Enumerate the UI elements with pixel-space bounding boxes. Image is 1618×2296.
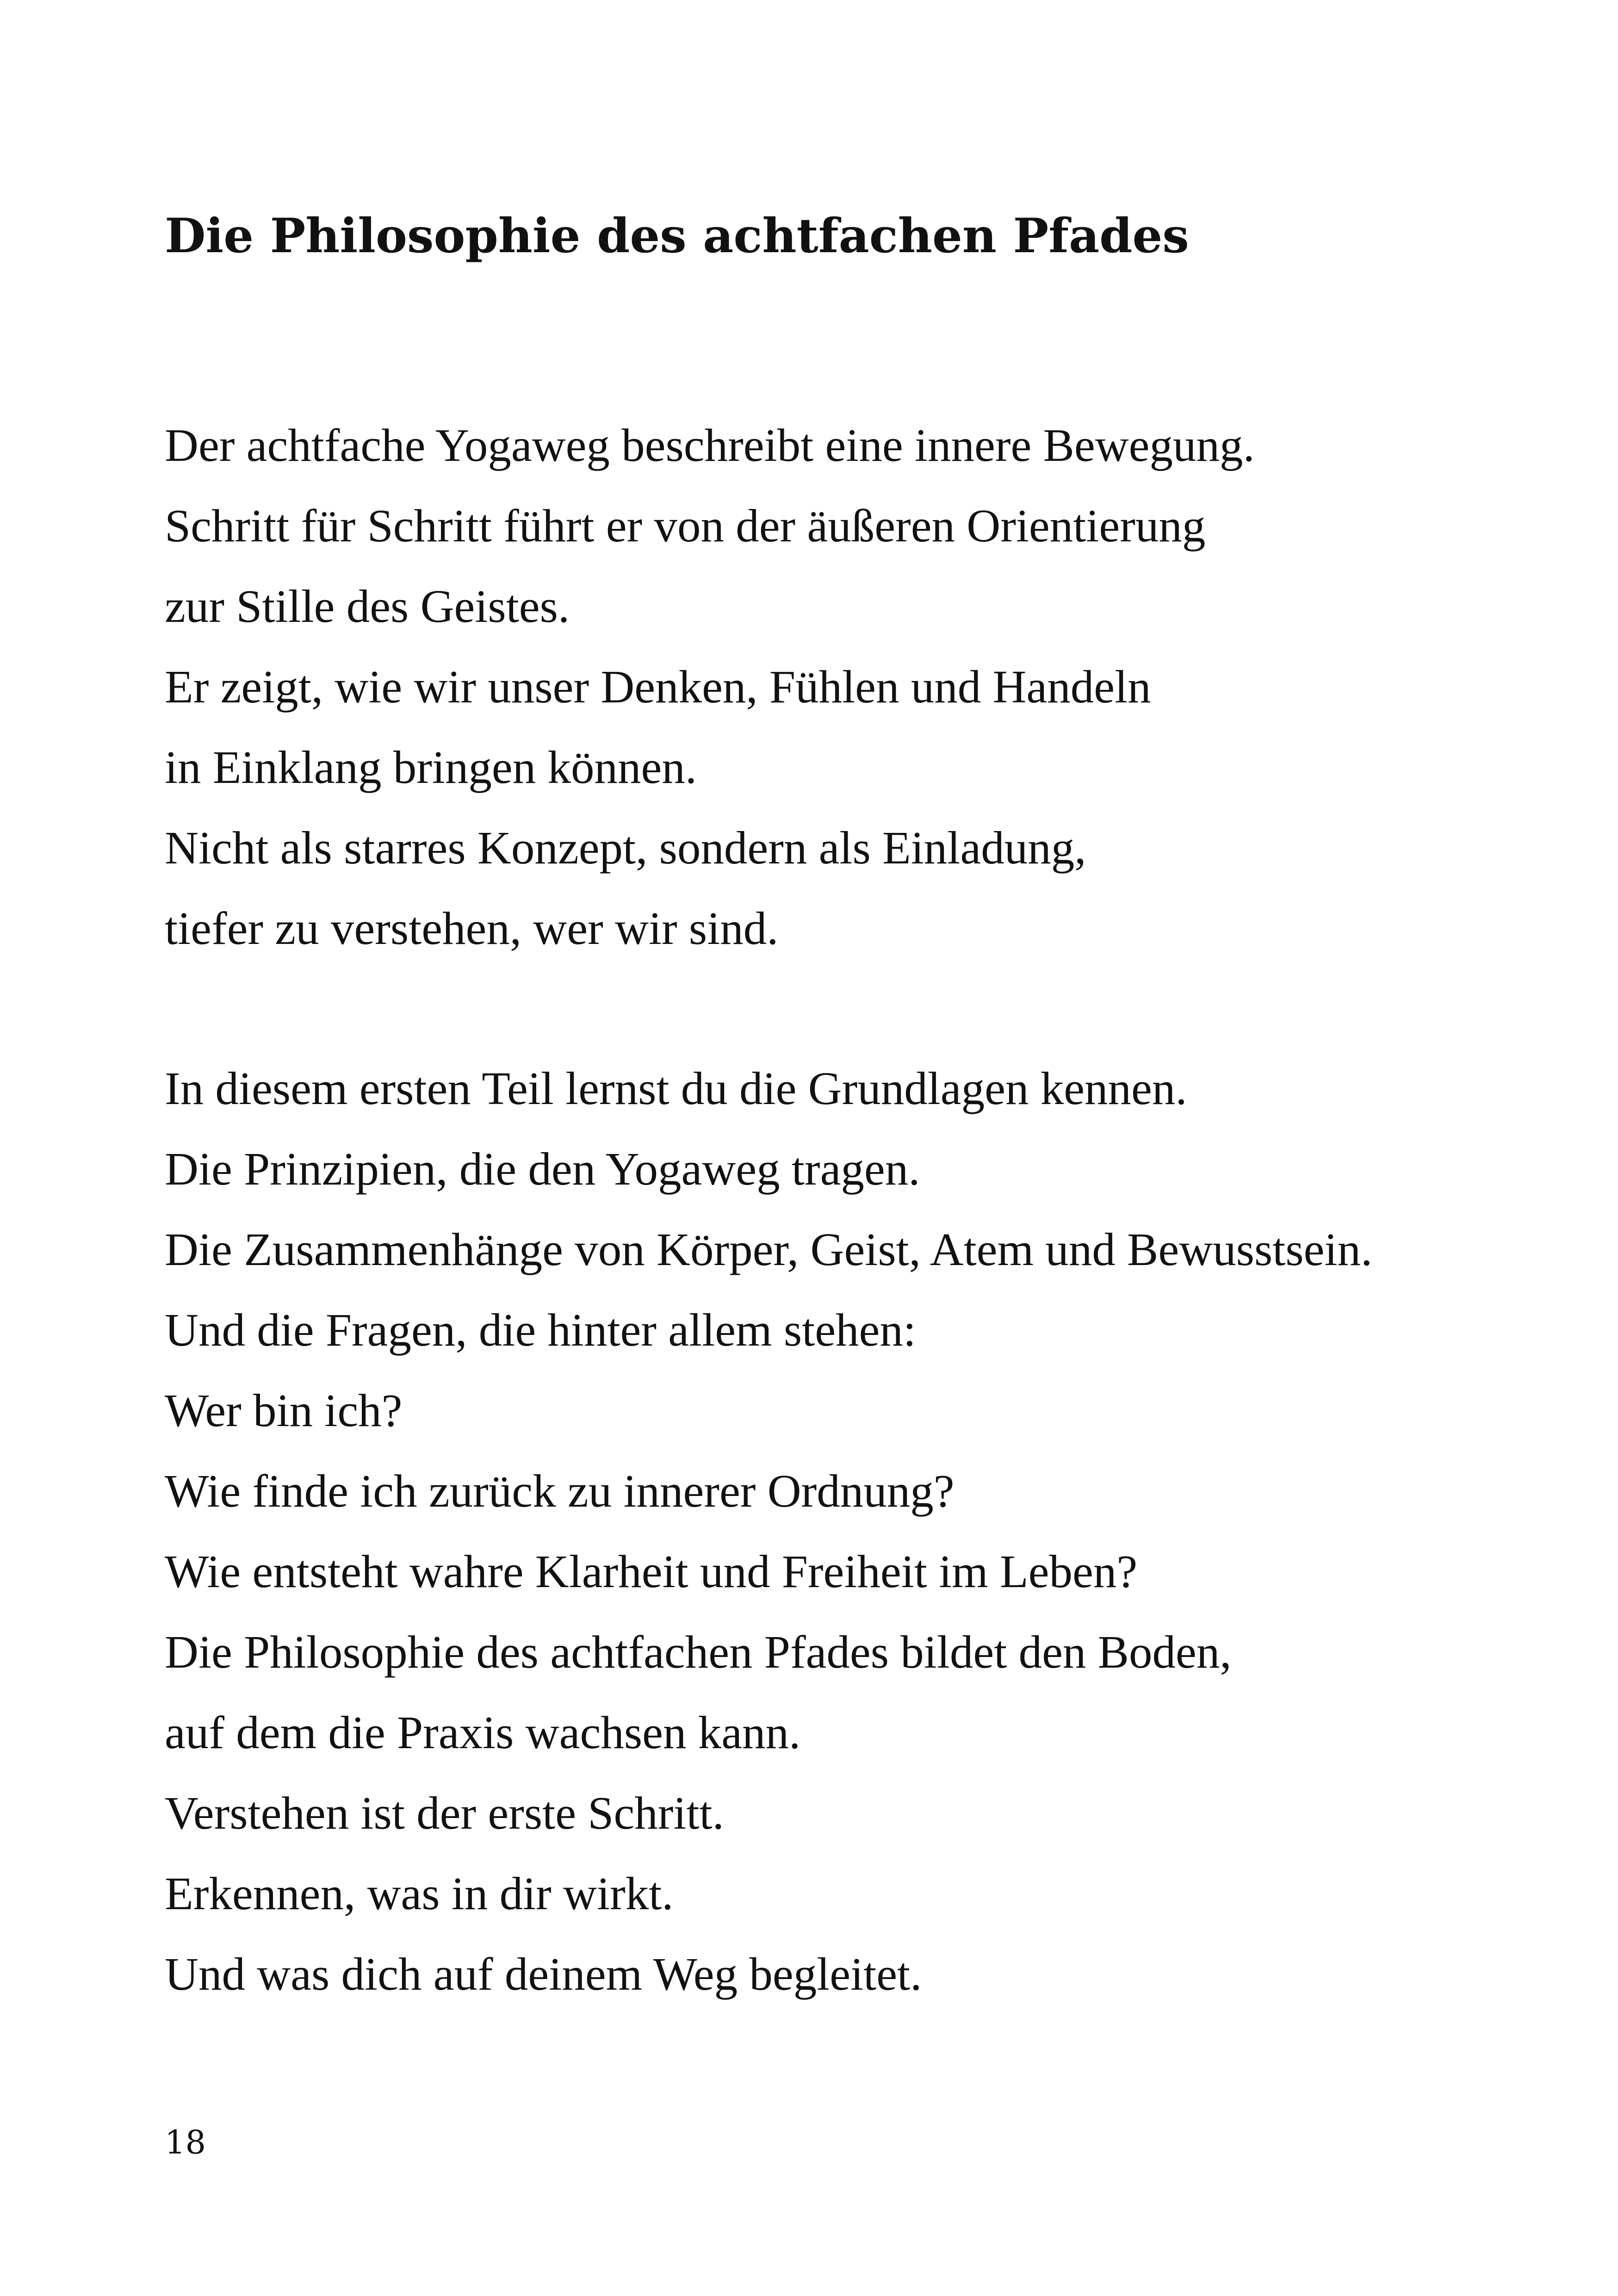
text-line: Er zeigt, wie wir unser Denken, Fühlen und Handeln	[165, 661, 1151, 713]
text-line: Die Philosophie des achtfachen Pfades bildet den Boden,	[165, 1626, 1232, 1678]
stanza-2	[165, 1048, 1372, 2014]
text-line: Wer bin ich?	[165, 1384, 403, 1436]
text-line: Wie entsteht wahre Klarheit und Freiheit im Leben?	[165, 1545, 1138, 1597]
page-number: 18	[165, 2123, 206, 2161]
text-line: Die Prinzipien, die den Yogaweg tragen.	[165, 1143, 920, 1195]
text-line: Nicht als starres Konzept, sondern als Einladung,	[165, 822, 1086, 874]
text-line: In diesem ersten Teil lernst du die Grundlagen kennen.	[165, 1062, 1187, 1114]
text-line: Der achtfache Yogaweg beschreibt eine innere Bewegung.	[165, 419, 1255, 471]
text-line: tiefer zu verstehen, wer wir sind.	[165, 902, 779, 954]
text-line: auf dem die Praxis wachsen kann.	[165, 1706, 801, 1758]
text-line: Und die Fragen, die hinter allem stehen:	[165, 1304, 916, 1356]
text-line: Verstehen ist der erste Schritt.	[165, 1787, 724, 1839]
text-line: in Einklang bringen können.	[165, 741, 697, 793]
text-line: Schritt für Schritt führt er von der äußeren Orientierung	[165, 500, 1206, 552]
text-line: Und was dich auf deinem Weg begleitet.	[165, 1948, 922, 2000]
page-title: Die Philosophie des achtfachen Pfades	[165, 208, 1189, 264]
text-line: zur Stille des Geistes.	[165, 580, 570, 632]
text-line: Die Zusammenhänge von Körper, Geist, Atem und Bewusstsein.	[165, 1223, 1373, 1275]
stanza-1	[165, 405, 1255, 968]
text-line: Wie finde ich zurück zu innerer Ordnung?	[165, 1465, 955, 1517]
text-line: Erkennen, was in dir wirkt.	[165, 1868, 674, 1919]
